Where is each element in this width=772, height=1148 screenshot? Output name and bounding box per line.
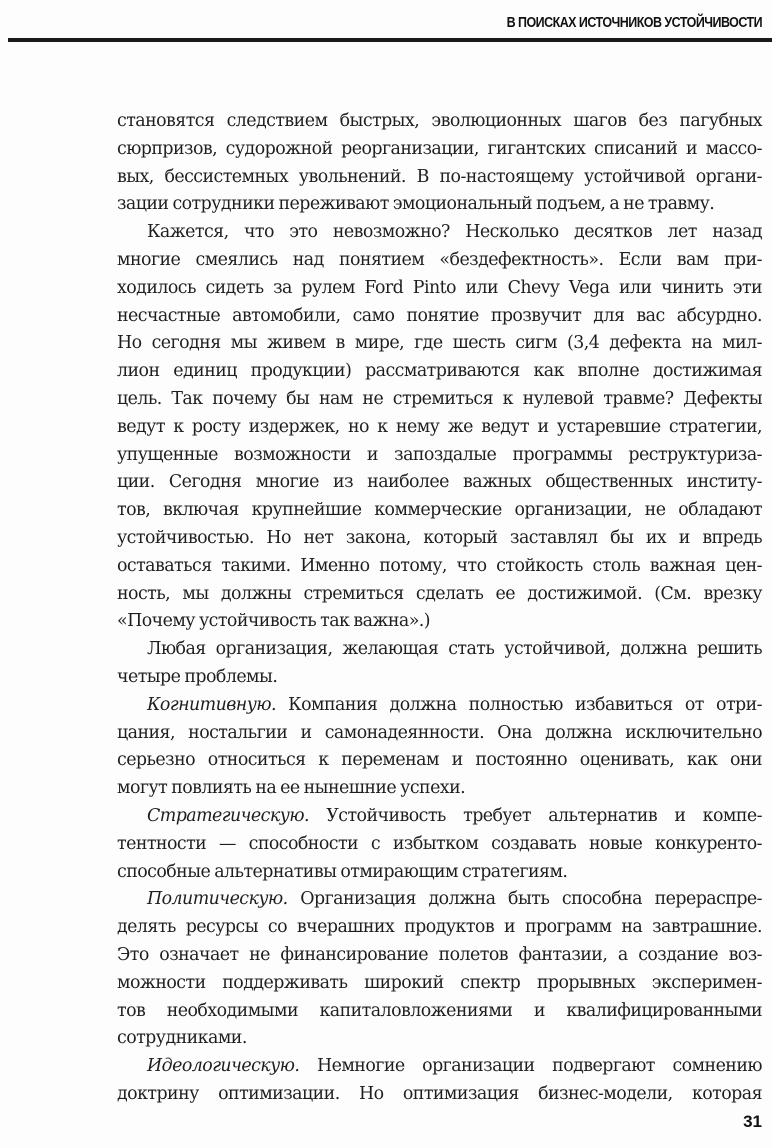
line-text: сотрудниками. [117,1028,247,1049]
text-line [117,497,762,525]
line-text: ность, мы должны стремиться сделать ее достижимой. (См. врезку [117,583,762,604]
line-text: доктрину оптимизации. Но оптимизация бизнес-модели, которая [117,1083,762,1104]
line-text: упущенные возможности и запоздалые программы реструктуриза- [117,444,762,465]
line-text: Устойчивость требует альтернатив и компе- [308,805,762,826]
italic-lead: Когнитивную. [147,694,276,715]
line-text: тов необходимыми капиталовложениями и квалифицированными [117,1000,762,1021]
text-line [117,581,762,609]
line-text: многие смеялись над понятием «бездефектность». Если вам при- [117,249,762,270]
line-text: могут повлиять на ее нынешние успехи. [117,778,466,799]
text-line [117,191,762,219]
line-text: Организация должна быть способна перераспре- [287,889,762,910]
text-line [117,1025,762,1053]
line-text: оставаться такими. Именно потому, что стойкость столь важная цен- [117,555,762,576]
header-rule [8,38,772,42]
text-line [117,970,762,998]
body-text [117,108,762,1109]
text-line [117,998,762,1026]
text-line [117,692,762,720]
line-text: ходилось сидеть за рулем Ford Pinto или Chevy Vega или чинить эти [117,277,762,298]
text-line [117,886,762,914]
text-line [117,386,762,414]
text-line [117,303,762,331]
line-text: Кажется, что это невозможно? Несколько десятков лет назад [147,222,762,243]
line-text: «Почему устойчивость так важна».) [117,611,431,632]
line-text: можности поддерживать широкий спектр прорывных эксперимен- [117,972,762,993]
italic-lead: Стратегическую. [147,805,309,826]
line-text: вых, бессистемных увольнений. В по-настоящему устойчивой органи- [117,166,762,187]
text-line [117,442,762,470]
line-text: Это означает не финансирование полетов фантазии, а создание воз- [117,944,762,965]
text-line [117,1053,762,1081]
text-line [117,914,762,942]
text-line [117,525,762,553]
text-line [117,247,762,275]
text-line [117,108,762,136]
italic-lead: Политическую. [147,889,288,910]
text-line [117,636,762,664]
line-text: ведут к росту издержек, но к нему же ведут и устаревшие стратегии, [117,416,762,437]
line-text: тентности — способности с избытком создавать новые конкуренто- [117,833,762,854]
text-line [117,553,762,581]
line-text: зации сотрудники переживают эмоциональный подъем, а не травму. [117,194,715,215]
text-line [117,275,762,303]
line-text: Но сегодня мы живем в мире, где шесть сигм (3,4 дефекта на мил- [117,333,762,354]
line-text: Немногие организации подвергают сомнению [299,1056,762,1077]
page-number: 31 [743,1112,762,1131]
text-line [117,608,762,636]
line-text: устойчивостью. Но нет закона, который заставлял бы их и впредь [117,527,762,548]
line-text: Любая организация, желающая стать устойчивой, должна решить [147,639,762,660]
text-line [117,1081,762,1109]
text-line [117,747,762,775]
text-line [117,330,762,358]
text-line [117,414,762,442]
text-line [117,942,762,970]
line-text: сюрпризов, судорожной реорганизации, гигантских списаний и массо- [117,138,762,159]
text-line [117,831,762,859]
line-text: цания, ностальгии и самонадеянности. Она должна исключительно [117,722,762,743]
line-text: способные альтернативы отмирающим стратегиям. [117,861,568,882]
line-text: становятся следствием быстрых, эволюционных шагов без пагубных [117,111,762,131]
text-line [117,469,762,497]
text-line [117,164,762,192]
text-line [117,803,762,831]
text-line [117,136,762,164]
text-line [117,859,762,887]
text-line [117,664,762,692]
line-text: четыре проблемы. [117,666,278,687]
line-text: лион единиц продукции) рассматриваются как вполне достижимая [117,361,762,382]
line-text: делять ресурсы со вчерашних продуктов и программ на завтрашние. [117,917,762,938]
line-text: Компания должна полностью избавиться от отри- [275,694,762,715]
line-text: несчастные автомобили, само понятие прозвучит для вас абсурдно. [117,305,762,326]
text-line [117,358,762,386]
line-text: цель. Так почему бы нам не стремиться к нулевой травме? Дефекты [117,388,762,409]
text-line [117,775,762,803]
text-line [117,720,762,748]
running-head: В ПОИСКАХ ИСТОЧНИКОВ УСТОЙЧИВОСТИ [506,15,762,31]
line-text: серьезно относиться к переменам и постоянно оценивать, как они [117,750,762,771]
line-text: ции. Сегодня многие из наиболее важных общественных институ- [117,472,762,493]
italic-lead: Идеологическую. [147,1056,300,1077]
line-text: тов, включая крупнейшие коммерческие организации, не обладают [117,500,762,521]
text-line [117,219,762,247]
